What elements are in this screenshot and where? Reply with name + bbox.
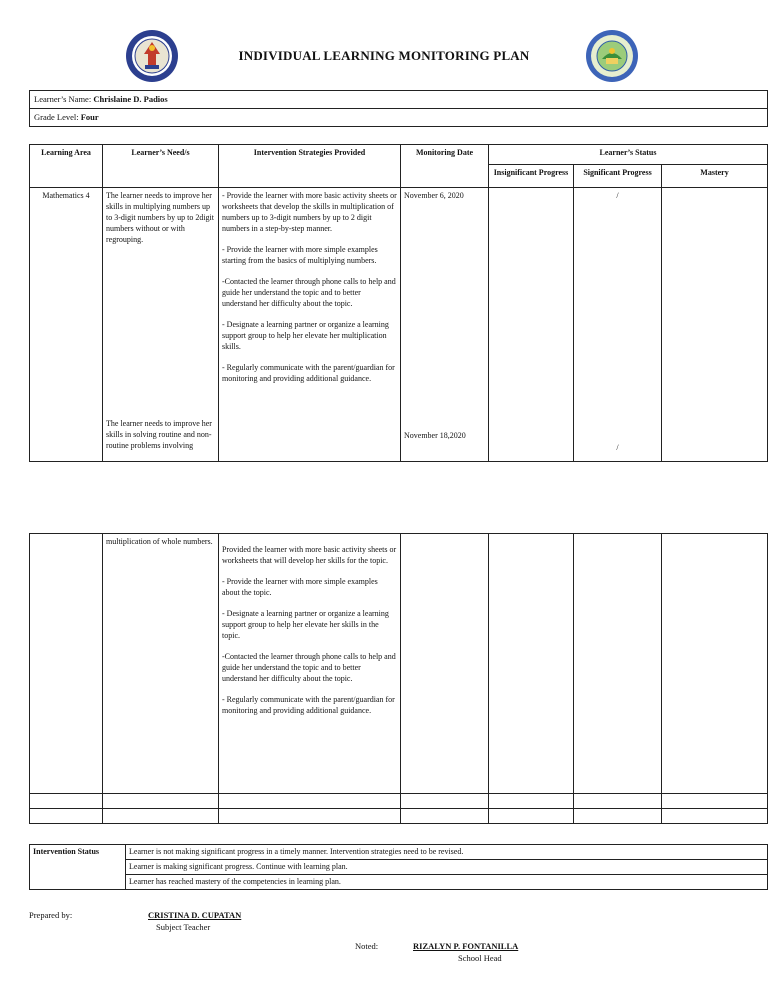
strategy-item: - Provide the learner with more simple examples about the topic. xyxy=(222,577,378,598)
learning-area-cell xyxy=(30,534,103,794)
monitoring-table-part2 xyxy=(29,533,768,824)
strategy-item: - Provide the learner with more basic activity sheets or worksheets that develop the skills in multiplication of numbers up to 3-digit numbers by up to 2 digit numbers in a step-by-step manner. xyxy=(222,191,397,234)
needs-cell xyxy=(103,188,219,462)
prepared-by-name: CRISTINA D. CUPATAN xyxy=(148,910,242,920)
needs-cell: multiplication of whole numbers. xyxy=(103,534,219,794)
grade-level-row xyxy=(30,108,767,126)
empty-cell xyxy=(662,809,768,824)
progress-mark: / xyxy=(616,443,619,452)
intervention-status-row: Learner is making significant progress. Continue with learning plan. xyxy=(126,860,768,875)
header-significant: Significant Progress xyxy=(574,165,662,188)
need-item: The learner needs to improve her skills in solving routine and non-routine problems involving xyxy=(106,419,212,451)
header-learner-status: Learner’s Status xyxy=(489,145,768,165)
learner-name-label: Learner’s Name: xyxy=(34,94,92,104)
strategies-cell xyxy=(219,534,401,794)
prepared-by-label: Prepared by: xyxy=(29,910,73,920)
intervention-status-row: Learner has reached mastery of the competencies in learning plan. xyxy=(126,875,768,890)
strategy-item: - Regularly communicate with the parent/guardian for monitoring and providing additional guidance. xyxy=(222,363,395,384)
strategy-item: - Regularly communicate with the parent/guardian for monitoring and providing additional guidance. xyxy=(222,695,395,716)
learner-name: Chrislaine D. Padios xyxy=(93,94,168,104)
intervention-status-label: Intervention Status xyxy=(30,845,126,890)
insignificant-cell xyxy=(489,188,574,462)
header-learning-area: Learning Area xyxy=(30,145,103,188)
intervention-status-row: Learner is not making significant progress in a timely manner. Intervention strategies need to be revised. xyxy=(126,845,768,860)
significant-cell xyxy=(574,534,662,794)
header-strategies: Intervention Strategies Provided xyxy=(219,145,401,188)
progress-mark: / xyxy=(616,191,619,200)
empty-cell xyxy=(219,794,401,809)
empty-cell xyxy=(103,794,219,809)
noted-role: School Head xyxy=(458,953,502,963)
strategy-item: Provided the learner with more basic activity sheets or worksheets that will develop her skills for the topic. xyxy=(222,545,397,566)
need-item: The learner needs to improve her skills in multiplying numbers up to 3-digit numbers by up to 2digit numbers without or with regrouping. xyxy=(106,191,214,245)
learning-area-cell: Mathematics 4 xyxy=(30,188,103,462)
mastery-cell xyxy=(662,534,768,794)
empty-cell xyxy=(30,794,103,809)
noted-name: RIZALYN P. FONTANILLA xyxy=(413,941,519,951)
monitoring-date-cell xyxy=(401,534,489,794)
empty-cell xyxy=(574,794,662,809)
empty-cell xyxy=(103,809,219,824)
grade-level-label: Grade Level: xyxy=(34,112,79,122)
empty-cell xyxy=(574,809,662,824)
empty-cell xyxy=(401,809,489,824)
intervention-status-table xyxy=(29,844,768,890)
mastery-cell xyxy=(662,188,768,462)
learner-info-box xyxy=(29,90,768,127)
significant-cell xyxy=(574,188,662,462)
strategy-item: -Contacted the learner through phone calls to help and guide her understand the topic and to better understand her difficulty about the topic. xyxy=(222,277,396,309)
strategy-item: - Designate a learning partner or organize a learning support group to help her elevate her skills in the topic. xyxy=(222,609,389,641)
empty-cell xyxy=(662,794,768,809)
strategy-item: -Contacted the learner through phone calls to help and guide her understand the topic and to better understand her difficulty about the topic. xyxy=(222,652,396,684)
header-monitoring-date: Monitoring Date xyxy=(401,145,489,188)
empty-cell xyxy=(489,794,574,809)
strategies-cell xyxy=(219,188,401,462)
empty-cell xyxy=(401,794,489,809)
empty-cell xyxy=(219,809,401,824)
strategy-item: - Designate a learning partner or organize a learning support group to help her elevate her multiplication skills. xyxy=(222,320,389,352)
grade-level: Four xyxy=(80,112,99,122)
header-mastery: Mastery xyxy=(662,165,768,188)
learner-name-row xyxy=(30,91,767,108)
empty-cell xyxy=(489,809,574,824)
insignificant-cell xyxy=(489,534,574,794)
page-title: INDIVIDUAL LEARNING MONITORING PLAN xyxy=(238,48,530,63)
noted-label: Noted: xyxy=(355,941,379,951)
monitoring-date: November 6, 2020 xyxy=(404,191,464,200)
monitoring-table-part1 xyxy=(29,144,768,462)
monitoring-date-cell xyxy=(401,188,489,462)
strategy-item: - Provide the learner with more simple examples starting from the basics of multiplying numbers. xyxy=(222,245,378,266)
empty-cell xyxy=(30,809,103,824)
monitoring-date: November 18,2020 xyxy=(404,431,466,440)
header-insignificant: Insignificant Progress xyxy=(489,165,574,188)
header-needs: Learner’s Need/s xyxy=(103,145,219,188)
prepared-by-role: Subject Teacher xyxy=(156,922,211,932)
